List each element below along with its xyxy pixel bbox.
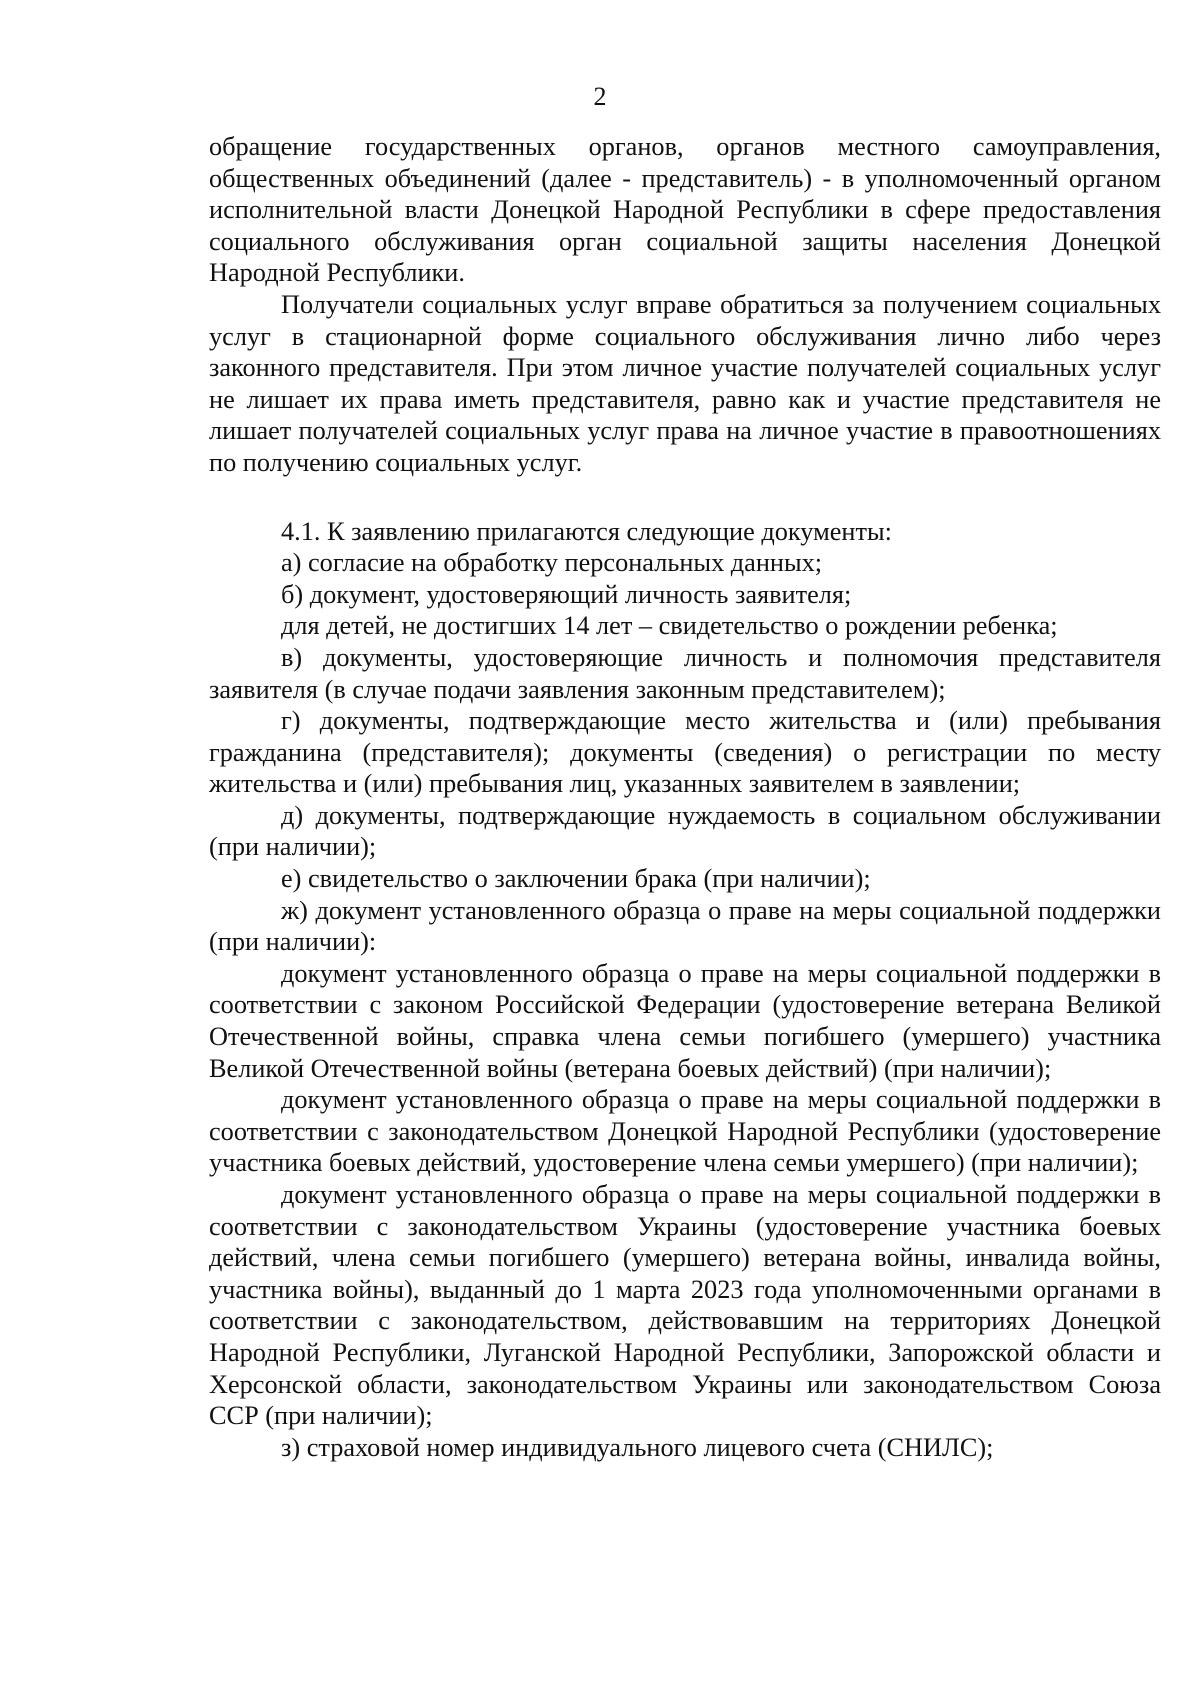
paragraph-continuation: обращение государственных органов, органов местного самоуправления, общественных объединений (далее - представитель) - в уполномоченный органом исполнительной власти Донецкой Народной Республики в сфере предоставления социального обслуживания орган социальной защиты населения Донецкой Народной Республики. — [209, 132, 1161, 288]
list-item-b-children: для детей, не достигших 14 лет – свидетельство о рождении ребенка; — [281, 611, 1058, 641]
list-item-v: в) документы, удостоверяющие личность и полномочия представителя заявителя (в случае подачи заявления законным представителем); — [209, 642, 1161, 704]
list-item-e: е) свидетельство о заключении брака (при наличии); — [281, 864, 871, 894]
list-subitem-ukraine: документ установленного образца о праве на меры социальной поддержки в соответствии с законодательством Украины (удостоверение участника боевых действий, члена семьи погибшего (умершего) ветерана войны, инвалида войны, участника войны), выданный до 1 марта 2023 года уполномоченными органами в соответствии с законодательством, действовавшим на территориях Донецкой Народной Республики, Луганской Народной Республики, Запорожской области и Херсонской области, законодательством Украины или законодательством Союза ССР (при наличии); — [209, 1180, 1161, 1431]
list-item-b: б) документ, удостоверяющий личность заявителя; — [281, 579, 852, 609]
page-number: 2 — [593, 82, 607, 111]
list-heading: 4.1. К заявлению прилагаются следующие документы: — [281, 516, 892, 546]
list-subitem-dnr: документ установленного образца о праве на меры социальной поддержки в соответствии с законодательством Донецкой Народной Республики (удостоверение участника боевых действий, удостоверение члена семьи умершего) (при наличии); — [209, 1085, 1161, 1178]
list-item-g: г) документы, подтверждающие место жительства и (или) пребывания гражданина (представителя); документы (сведения) о регистрации по месту жительства и (или) пребывания лиц, указанных заявителем в заявлении; — [209, 706, 1161, 799]
paragraph-spacer — [209, 479, 1161, 516]
list-item-z: з) страховой номер индивидуального лицевого счета (СНИЛС); — [281, 1432, 994, 1462]
list-subitem-rf: документ установленного образца о праве на меры социальной поддержки в соответствии с законом Российской Федерации (удостоверение ветерана Великой Отечественной войны, справка члена семьи погибшего (умершего) участника Великой Отечественной войны (ветерана боевых действий) (при наличии); — [209, 958, 1161, 1083]
list-item-d: д) документы, подтверждающие нуждаемость в социальном обслуживании (при наличии); — [209, 800, 1161, 862]
document-body — [209, 131, 1161, 1463]
list-item-zh: ж) документ установленного образца о праве на меры социальной поддержки (при наличии): — [209, 895, 1161, 957]
list-item-a: а) согласие на обработку персональных данных; — [281, 548, 823, 578]
paragraph-recipients: Получатели социальных услуг вправе обратиться за получением социальных услуг в стационарной форме социального обслуживания лично либо через законного представителя. При этом личное участие получателей социальных услуг не лишает их права иметь представителя, равно как и участие представителя не лишает получателей социальных услуг права на личное участие в правоотношениях по получению социальных услуг. — [209, 289, 1161, 477]
